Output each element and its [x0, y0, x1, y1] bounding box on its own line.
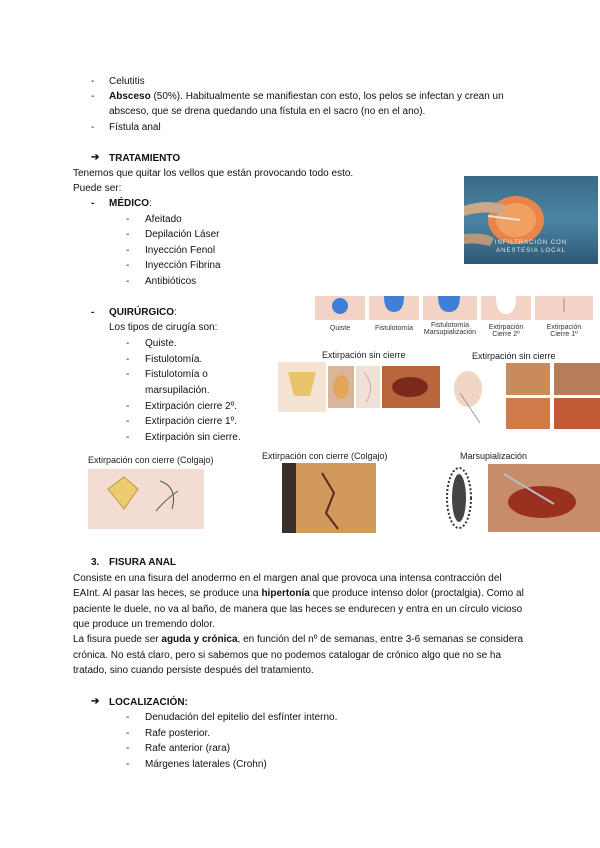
paragraph-line: Tenemos que quitar los vellos que están provocando todo esto. [73, 168, 354, 179]
subheading-medico [109, 197, 152, 210]
list-dash: - [91, 122, 95, 133]
list-dash: - [126, 214, 130, 225]
list-item-continuation: absceso, que se drena quedando una fístula en el sacro (no en el ano). [109, 106, 426, 117]
list-item: Denudación del epitelio del esfínter interno. [145, 712, 338, 723]
arrow-icon: ➔ [91, 152, 100, 163]
list-item: Fistulotomía o [145, 369, 208, 380]
list-dash: - [126, 432, 130, 443]
list-item: Depilación Láser [145, 229, 220, 240]
list-item: Celutitis [109, 76, 145, 87]
list-item: Extirpación cierre 2º. [145, 401, 238, 412]
list-dash: - [126, 245, 130, 256]
diagram-label: Fistulotomía [374, 325, 414, 332]
bold-term: aguda y crónica [161, 634, 238, 645]
paragraph-line: paciente le duele, no va al baño, de manera que las heces se endurecen y entra en un círculo vicioso [73, 604, 523, 615]
section-number: 3. [91, 557, 100, 568]
list-item: Inyección Fenol [145, 245, 216, 256]
paragraph-text: EAInt. Al pasar las heces, se produce una [73, 588, 262, 599]
list-item: Márgenes laterales (Crohn) [145, 759, 267, 770]
list-item: Afeitado [145, 214, 182, 225]
paragraph-text: que produce intenso dolor (proctalgia). Como al [309, 588, 524, 599]
figure-marsupializacion [434, 464, 600, 532]
list-dash: - [126, 354, 130, 365]
extirpacion-con-cierre-drawing [88, 469, 204, 529]
diagram-label: Extirpación Cierre 1º [546, 324, 582, 338]
figure-title: Extirpación con cierre (Colgajo) [88, 455, 214, 465]
list-dash: - [126, 743, 130, 754]
list-item [109, 90, 504, 103]
list-dash: - [91, 76, 95, 87]
list-dash: - [126, 260, 130, 271]
section-heading: FISURA ANAL [109, 557, 177, 568]
paragraph-line: crónica. No está claro, pero si sabemos que no podemos catalogar de crónico algo que no se ha [73, 650, 502, 661]
list-item-continuation: marsupilación. [145, 385, 210, 396]
list-dash: - [126, 712, 130, 723]
list-dash: - [126, 338, 130, 349]
list-item-text: (50%). Habitualmente se manifiestan con esto, los pelos se infectan y crean un [150, 91, 504, 102]
list-dash: - [91, 198, 95, 209]
paragraph-line: tratado, sino cuando persiste después del tratamiento. [73, 665, 314, 676]
surgery-photo-infiltration [464, 176, 598, 264]
figure-title: Extirpación con cierre (Colgajo) [262, 451, 388, 461]
figure-extirpacion-sin-cierre-1 [278, 362, 442, 412]
subheading-quirurgico [109, 306, 177, 319]
paragraph-text: , en función del nº de semanas, entre 3-6 semanas se considera [237, 634, 524, 645]
list-item: Inyección Fibrina [145, 260, 221, 271]
section-heading: TRATAMIENTO [109, 153, 181, 164]
list-item: Fistulotomía. [145, 354, 203, 365]
list-item: Extirpación cierre 1º. [145, 416, 238, 427]
figure-extirpacion-sin-cierre-2 [440, 363, 600, 429]
paragraph-text: La fisura puede ser [73, 634, 162, 645]
photo-caption: INFILTRACIÓN CON [494, 240, 568, 246]
list-dash: - [126, 276, 130, 287]
paragraph-line [73, 633, 523, 646]
figure-title: Marsupialización [460, 451, 528, 461]
arrow-icon: ➔ [91, 696, 100, 707]
list-item: Rafe anterior (rara) [145, 743, 231, 754]
section-heading: LOCALIZACIÓN: [109, 697, 188, 708]
figure-extirpacion-con-cierre-2 [282, 463, 376, 533]
list-item: Rafe posterior. [145, 728, 211, 739]
diagram-label: Extirpación Cierre 2º [488, 324, 524, 338]
list-dash: - [126, 759, 130, 770]
list-dash: - [126, 369, 130, 380]
diagram-label: Fistulotomía Marsupialización [423, 322, 477, 336]
diagram-label: Quiste [329, 325, 351, 332]
list-item: Quiste. [145, 338, 177, 349]
marsupializacion-drawing [434, 464, 600, 532]
figure-title: Extirpación sin cierre [322, 350, 406, 360]
figure-extirpacion-con-cierre-1 [88, 469, 204, 529]
extirpacion-sin-cierre-drawing [440, 363, 600, 429]
surgery-types-diagram [312, 292, 600, 348]
paragraph-line: que produce un tremendo dolor. [73, 619, 215, 630]
list-item: Extirpación sin cierre. [145, 432, 241, 443]
list-dash: - [126, 728, 130, 739]
photo-caption: ANESTESIA LOCAL [496, 248, 566, 254]
figure-title: Extirpación sin cierre [472, 351, 556, 361]
surgery-types-drawing [312, 292, 600, 324]
list-item: Fístula anal [109, 122, 161, 133]
list-dash: - [126, 229, 130, 240]
list-item: Antibióticos [145, 276, 197, 287]
subheading-text: MÉDICO [109, 198, 149, 209]
bold-term: Absceso [109, 91, 151, 102]
extirpacion-sin-cierre-drawing [278, 362, 442, 412]
subheading-colon: : [174, 307, 177, 318]
bold-term: hipertonía [261, 588, 310, 599]
list-dash: - [91, 91, 95, 102]
subheading-colon: : [149, 198, 152, 209]
paragraph-line [73, 587, 524, 600]
extirpacion-con-cierre-photo [282, 463, 376, 533]
list-dash: - [126, 416, 130, 427]
paragraph-line: Los tipos de cirugía son: [109, 322, 218, 333]
list-dash: - [126, 401, 130, 412]
list-dash: - [91, 307, 95, 318]
subheading-text: QUIRÚRGICO [109, 307, 174, 318]
paragraph-line: Puede ser: [73, 183, 122, 194]
paragraph-line: Consiste en una fisura del anodermo en el margen anal que provoca una intensa contracción del [73, 573, 502, 584]
